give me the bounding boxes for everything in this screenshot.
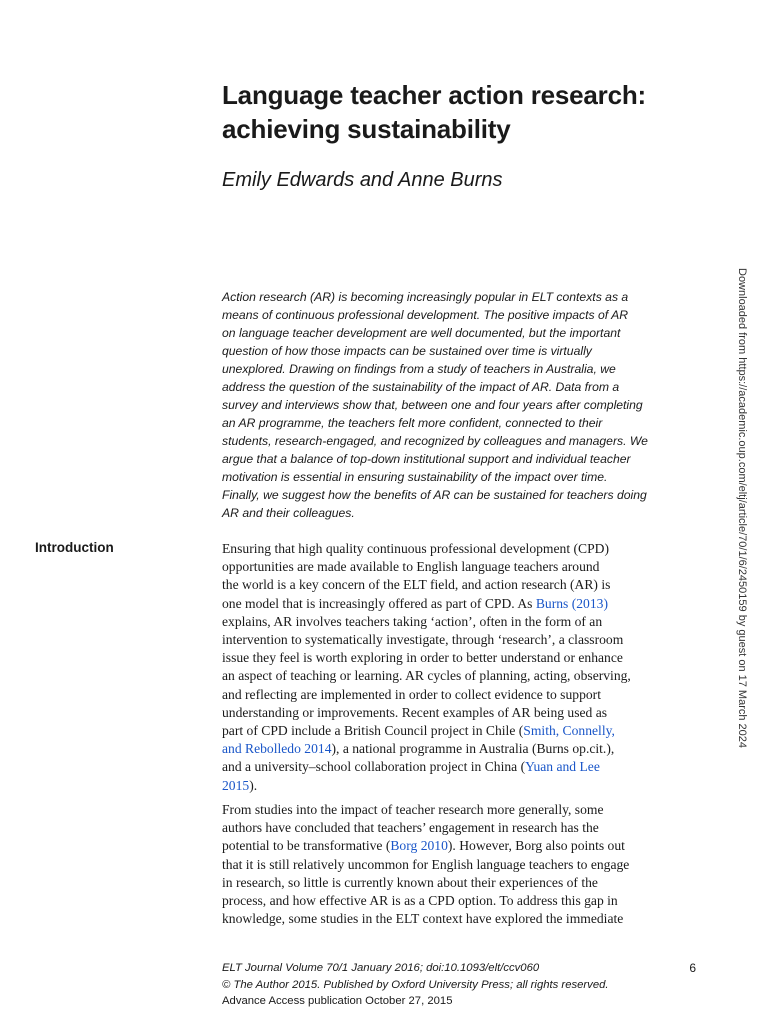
citation-link-borg-2010[interactable]: Borg 2010	[390, 838, 448, 854]
paragraph-line: the world is a key concern of the ELT field, and action research (AR) is	[222, 577, 611, 593]
footer-advance-access: Advance Access publication October 27, 2015	[222, 995, 453, 1007]
article-title	[222, 78, 722, 146]
paragraph-text: ), a national programme in Australia (Burns op.cit.),	[331, 741, 615, 757]
paragraph-line	[222, 837, 702, 855]
section-heading-introduction: Introduction	[35, 540, 114, 555]
paragraph-line: an aspect of teaching or learning. AR cycles of planning, acting, observing,	[222, 668, 631, 684]
paragraph-line: Ensuring that high quality continuous professional development (CPD)	[222, 541, 609, 556]
page-number: 6	[689, 961, 696, 975]
abstract-line: Action research (AR) is becoming increasingly popular in ELT contexts as a	[222, 290, 629, 304]
paragraph-text: and a university–school collaboration project in China (	[222, 759, 526, 775]
citation-link-smith-2014[interactable]: and Rebolledo 2014	[222, 741, 332, 757]
abstract-line: on language teacher development are well documented, but the important	[222, 326, 621, 340]
citation-link-yuan-lee-2015[interactable]: Yuan and Lee	[525, 759, 600, 775]
paragraph-line: in research, so little is currently known about their experiences of the	[222, 874, 598, 890]
abstract-line: argue that a balance of top-down institutional support and individual teacher	[222, 452, 631, 466]
footer-copyright: © The Author 2015. Published by Oxford University Press; all rights reserved.	[222, 978, 609, 991]
article-authors: Emily Edwards and Anne Burns	[222, 169, 503, 191]
paragraph-line: and reflecting are implemented in order to collect evidence to support	[222, 686, 601, 702]
abstract-line: Finally, we suggest how the benefits of AR can be sustained for teachers doing	[222, 488, 647, 502]
abstract-line: question of how those impacts can be sustained over time is virtually	[222, 344, 592, 358]
paragraph-text: part of CPD include a British Council project in Chile (	[222, 723, 524, 739]
abstract-line: motivation is essential in ensuring sustainability of the impact over time.	[222, 470, 608, 484]
paragraph-line: issue they feel is worth exploring in order to better understand or enhance	[222, 650, 623, 666]
abstract-line: an AR programme, the teachers felt more confident, connected to their	[222, 416, 603, 430]
abstract-line: survey and interviews show that, between one and four years after completing	[222, 398, 643, 412]
abstract-line: means of continuous professional development. The positive impacts of AR	[222, 308, 629, 322]
body-paragraph	[222, 540, 702, 795]
download-watermark: Downloaded from https://academic.oup.com/eltj/article/70/1/6/2450159 by guest on 17 March 2024	[736, 268, 748, 749]
paragraph-line	[222, 777, 702, 795]
paragraph-line	[222, 722, 702, 740]
paragraph-line: understanding or improvements. Recent examples of AR being used as	[222, 704, 608, 720]
paragraph-text: ). However, Borg also points out	[447, 838, 625, 854]
paragraph-line: that it is still relatively uncommon for English language teachers to engage	[222, 856, 630, 872]
paragraph-line	[222, 595, 702, 613]
footer-journal-info: ELT Journal Volume 70/1 January 2016; doi:10.1093/elt/ccv060	[222, 962, 540, 974]
paragraph-line	[222, 758, 702, 776]
paragraph-line: From studies into the impact of teacher research more generally, some	[222, 802, 604, 817]
citation-link-burns-2013[interactable]: Burns (2013)	[535, 595, 608, 611]
body-paragraph	[222, 801, 702, 928]
abstract-line: students, research-engaged, and recognized by colleagues and managers. We	[222, 434, 648, 448]
article-title-line: Language teacher action research:	[222, 80, 646, 110]
abstract-line: unexplored. Drawing on findings from a study of teachers in Australia, we	[222, 362, 616, 376]
paragraph-text: one model that is increasingly offered as part of CPD. As	[222, 595, 536, 611]
citation-link-smith-2014[interactable]: Smith, Connelly,	[523, 723, 615, 739]
abstract	[222, 288, 692, 522]
paragraph-line	[222, 740, 702, 758]
abstract-line: address the question of the sustainability of the impact of AR. Data from a	[222, 380, 620, 394]
page-footer	[222, 960, 700, 1010]
paragraph-line: intervention to systematically investigate, through ‘research’, a classroom	[222, 632, 624, 648]
citation-link-yuan-lee-2015[interactable]: 2015	[222, 777, 250, 793]
paragraph-text: potential to be transformative (	[222, 838, 391, 854]
paragraph-line: opportunities are made available to English language teachers around	[222, 559, 600, 575]
abstract-line: AR and their colleagues.	[222, 506, 355, 520]
paragraph-line: authors have concluded that teachers’ engagement in research has the	[222, 820, 599, 836]
paragraph-line: process, and how effective AR is as a CPD option. To address this gap in	[222, 893, 618, 909]
paragraph-line: knowledge, some studies in the ELT context have explored the immediate	[222, 911, 624, 927]
article-title-line: achieving sustainability	[222, 114, 511, 144]
paragraph-text: ).	[249, 777, 258, 793]
paragraph-line: explains, AR involves teachers taking ‘action’, often in the form of an	[222, 613, 603, 629]
